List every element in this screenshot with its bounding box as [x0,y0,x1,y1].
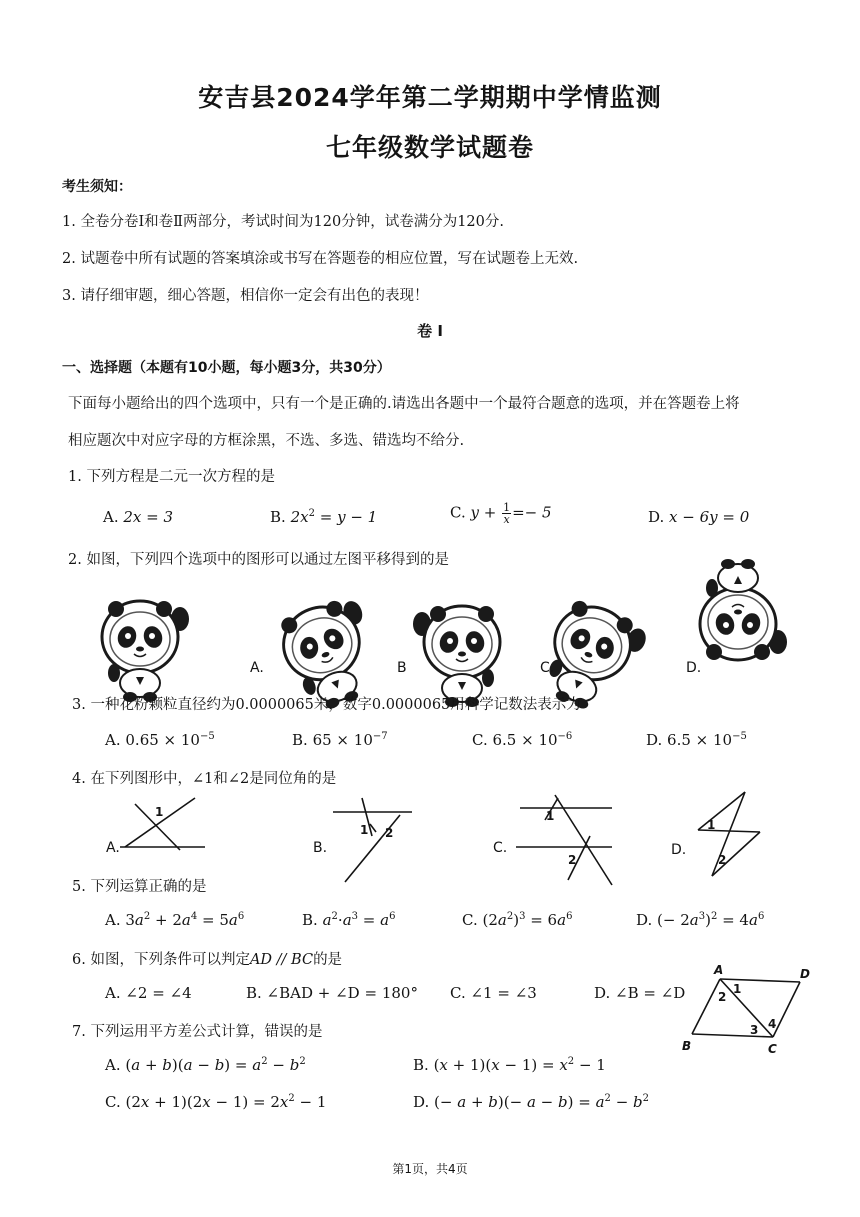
q1-stem: 1. 下列方程是二元一次方程的是 [68,469,275,485]
q4-figure-b [333,798,412,882]
q2-figures [0,582,860,702]
point-d: D [800,967,810,981]
q4d-angle-2: 2 [718,853,727,867]
page-number: 第1页，共4页 [392,1162,468,1176]
q5-option-d: D. (− $2a^3)^2 = 4a^6$ [636,911,765,929]
instructions-line-1: 下面每小题给出的四个选项中，只有一个是正确的.请选出各题中一个最符合题意的选项，并在答题卷上将 [68,396,740,412]
q7-option-c: C. $(2x + 1)(2x - 1) = 2x^2 - 1$ [105,1093,327,1111]
notice-heading: 考生须知： [62,179,132,195]
q2-label-d: D. [686,660,702,676]
q4-label-a: A. [106,840,120,856]
q3-option-d: D. $6.5 \times 10^{-5}$ [646,731,747,749]
q4d-angle-1: 1 [707,818,716,832]
q5-option-b: B. $a^2\cdot a^3 = a^6$ [302,911,396,929]
q7-option-b: B. $(x + 1)(x - 1) = x^2 - 1$ [413,1056,606,1074]
point-b: B [682,1039,692,1053]
q6-figure [680,962,840,1062]
panda-mascot-icon [413,606,500,707]
q4b-angle-2: 2 [385,826,394,840]
q5-option-a: A. $3a^2 + 2a^4 = 5a^6$ [105,911,245,929]
q4c-angle-1: 1 [546,809,555,823]
q3-stem: 3. 一种花粉颗粒直径约为0.0000065米，数字0.0000065用科学记数法表示为 [72,697,581,713]
q6-option-a: A. ∠2 = ∠4 [105,984,192,1002]
panda-mascot-icon [102,601,189,702]
q1-option-d: D. x − 6y = 0 [648,508,750,526]
q1-option-c: C. y + $\frac{1}{x}$ =− 5 [450,501,552,526]
q4-stem: 4. 在下列图形中，∠1和∠2是同位角的是 [72,771,337,787]
q4-label-c: C. [493,840,508,856]
volume-heading: 卷 Ⅰ [417,322,443,340]
angle-2: 2 [718,990,727,1004]
page-subtitle: 七年级数学试题卷 [325,133,534,162]
point-c: C [768,1042,777,1056]
q3-option-a: A. $0.65 \times 10^{-5}$ [105,731,215,749]
page-title: 安吉县2024学年第二学期期中学情监测 [198,83,662,112]
point-a: A [714,963,724,977]
q4-label-b: B. [313,840,328,856]
angle-4: 4 [768,1017,777,1031]
q1-option-b: B. $2x^2 = y - 1$ [270,508,378,526]
angle-1: 1 [733,982,742,996]
angle-3: 3 [750,1023,759,1037]
q5-option-c: C. $(2a^2)^3 = 6a^6$ [462,911,573,929]
instructions-line-2: 相应题次中对应字母的方框涂黑，不选、多选、错选均不给分. [68,433,465,449]
q6-option-d: D. ∠B = ∠D [594,984,686,1002]
q4-figure-c [516,795,612,885]
q3-option-b: B. $65 \times 10^{-7}$ [292,731,388,749]
notice-item-2: 2. 试题卷中所有试题的答案填涂或书写在答题卷的相应位置，写在试题卷上无效. [62,251,579,267]
section-heading: 一、选择题（本题有10小题，每小题3分，共30分） [62,360,391,376]
notice-item-1: 1. 全卷分卷Ⅰ和卷Ⅱ两部分，考试时间为120分钟，试卷满分为120分. [62,214,504,230]
q7-option-a: A. $(a + b)(a - b) = a^2 - b^2$ [105,1056,306,1074]
q1-option-a: A. 2x = 3 [103,508,174,526]
q2-stem: 2. 如图，下列四个选项中的图形可以通过左图平移得到的是 [68,552,449,568]
q2-label-b: B [397,660,407,676]
q4c-angle-2: 2 [568,853,577,867]
q4-figure-d [698,792,760,876]
q2-label-c: C. [540,660,555,676]
q6-option-c: C. ∠1 = ∠3 [450,984,537,1002]
notice-item-3: 3. 请仔细审题，细心答题，相信你一定会有出色的表现！ [62,288,429,304]
q5-stem: 5. 下列运算正确的是 [72,879,207,895]
q4-label-d: D. [671,842,687,858]
q6-option-b: B. ∠BAD + ∠D = 180° [246,984,418,1002]
q3-option-c: C. $6.5 \times 10^{-6}$ [472,731,573,749]
q4b-angle-1: 1 [360,823,369,837]
panda-mascot-icon [700,559,787,660]
q7-option-d: D. (− $a + b)(- a - b) = a^2 - b^2$ [413,1093,650,1111]
q2-label-a: A. [250,660,264,676]
q6-stem: 6. 如图，下列条件可以判定AD // BC的是 [72,952,343,968]
q7-stem: 7. 下列运用平方差公式计算，错误的是 [72,1024,323,1040]
q4a-angle-1: 1 [155,805,164,819]
